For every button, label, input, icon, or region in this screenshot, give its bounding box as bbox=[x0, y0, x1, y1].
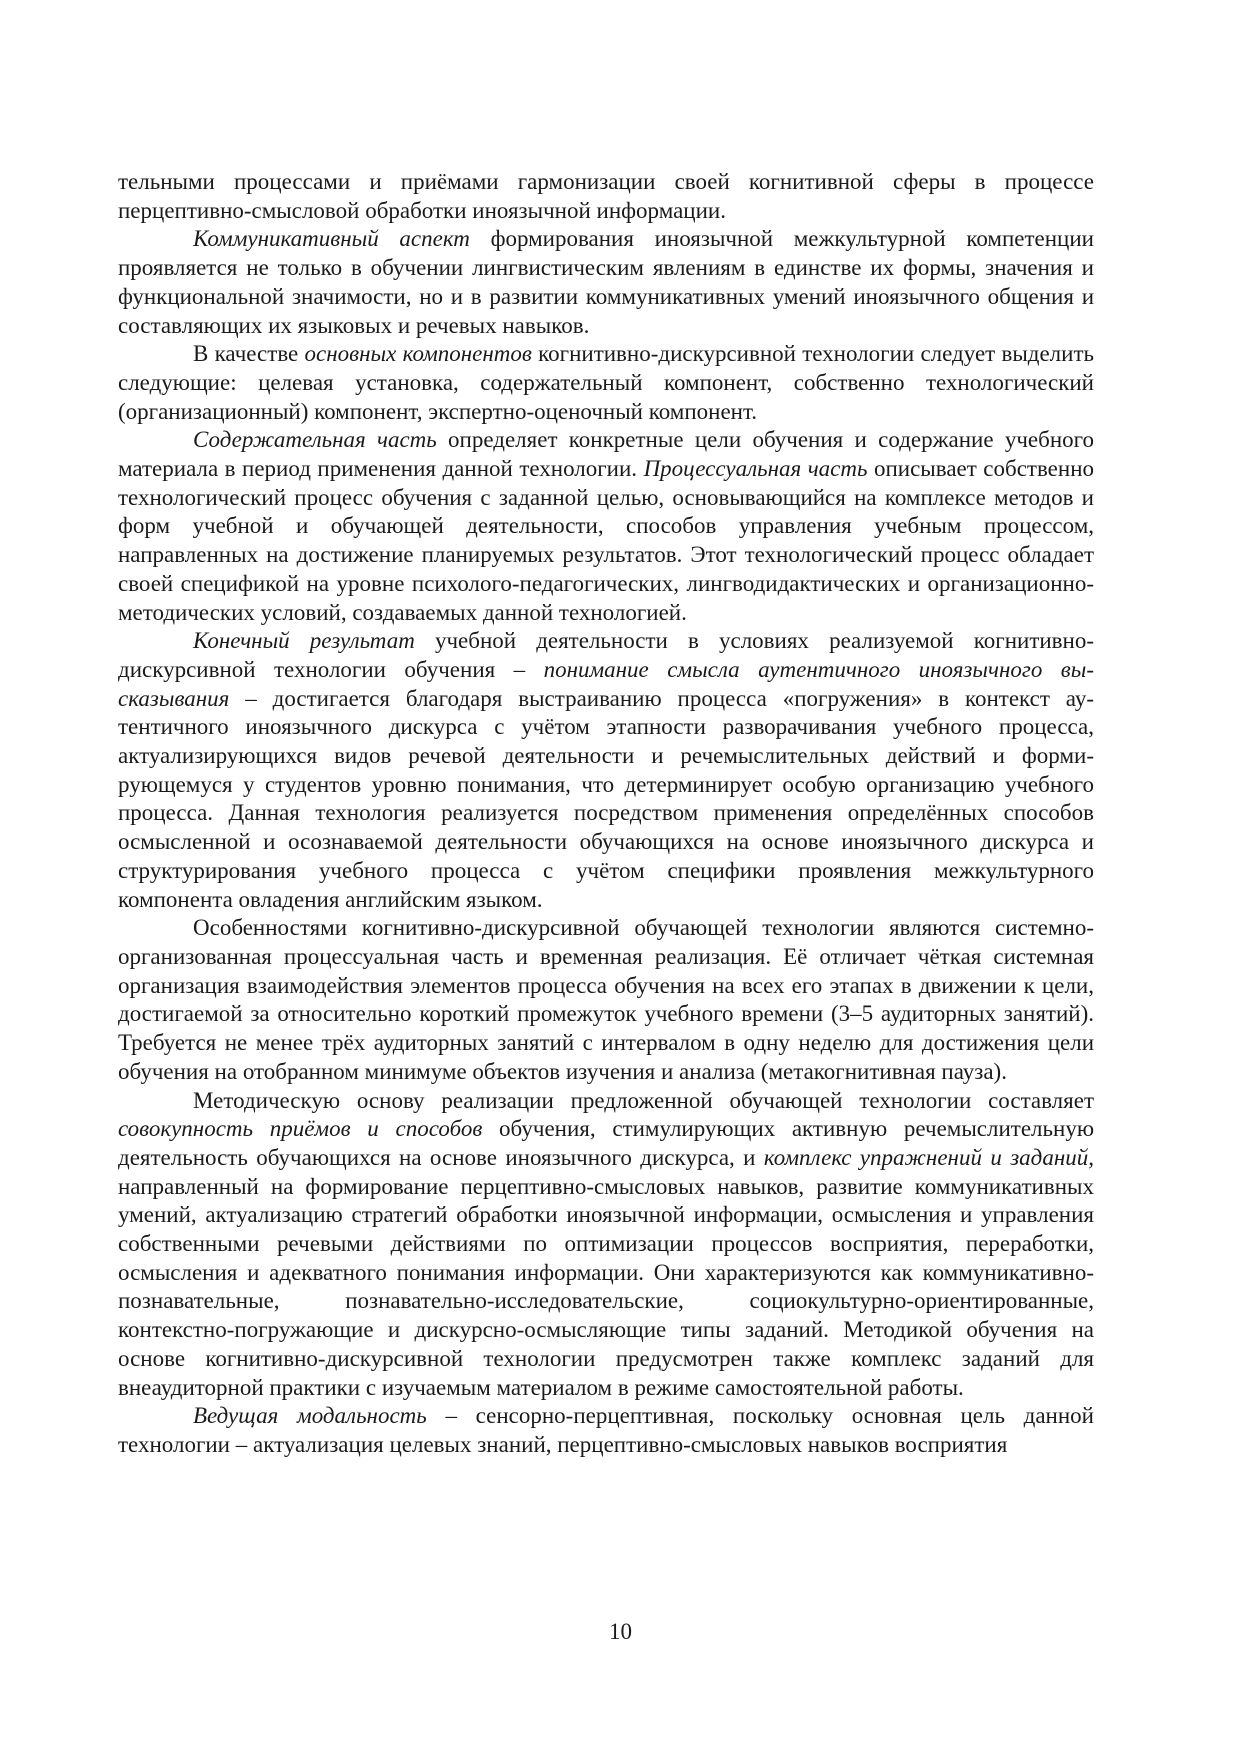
text: – достигается благодаря выстраиванию процесса «погружения» в контекст аутентичного иноязычного дискурса с учётом этапности разворачивания учебного процесса, актуализирующихся видов речевой деятельности и речемыслительных действий и формирующемуся у студентов уровню понимания, что детерминирует особую организацию учебного процесса. Данная технология реализуется посредством применения определённых способов осмысленной и осознаваемой деятельности обучающихся на основе иноязычного дискурса и структурирования учебного процесса с учётом специфики проявления межкультурного компонента овладения английским языком. bbox=[118, 685, 1094, 912]
document-body bbox=[118, 168, 1094, 1460]
paragraph-7 bbox=[118, 1087, 1094, 1403]
text: направленный на формирование перцептивно-смысловых навыков, развитие коммуникативных умений, актуализацию стратегий обработки иноязычной информации, осмысления и управления собственными речевыми действиями по оптимизации процессов восприятия, переработки, осмысления и адекватного понимания информации. Они характеризуются как коммуникативно-познавательные, познавательно-исследовательские, социокультурно-ориентированные, контекстно-погружающие и дискурсно-осмысляющие типы заданий. Методикой обучения на основе когнитивно-дискурсивной технологии предусмотрен также комплекс заданий для внеаудиторной практики с изучаемым материалом в режиме самостоятельной работы. bbox=[118, 1173, 1094, 1400]
text: когнитивно-дискурсивной технологии следует выделить следующие: целевая установка, содержательный компонент, собственно технологический (организационный) компонент, экспертно-оценочный компонент. bbox=[118, 341, 1095, 424]
italic-text: Содержательная часть bbox=[193, 427, 437, 453]
text: определяет конкретные цели обучения и содержание учебного материала в период применения данной технологии. bbox=[118, 427, 1094, 482]
text: тельными процессами и приёмами гармонизации своей когнитивной сферы в процессе перцептивно-смысловой обработки иноязычной информации. bbox=[118, 169, 1094, 223]
text: формирования иноязычной межкультурной компетенции проявляется не только в обучении лингвистическим явлениям в единстве их формы, значения и функциональной значимости, но и в развитии коммуникативных умений иноязычного общения и составляющих их языковых и речевых навыков. bbox=[118, 226, 1094, 338]
italic-text: основных компонентов bbox=[304, 341, 532, 367]
text: Особенностями когнитивно-дискурсивной обучающей технологии являются системно-организованная процессуальная часть и временная реализация. Её отличает чёткая системная организация взаимодействия элементов процесса обучения на всех его этапах в движении к цели, достигаемой за относительно короткий промежуток учебного времени (3–5 аудиторных занятий). Требуется не менее трёх аудиторных занятий с интервалом в одну неделю для достижения цели обучения на отобранном минимуме объектов изучения и анализа (метакогнитивная пауза). bbox=[118, 915, 1094, 1084]
italic-text: Коммуникативный аспект bbox=[193, 226, 470, 252]
paragraph-4 bbox=[118, 426, 1094, 627]
paragraph-8 bbox=[118, 1402, 1094, 1459]
text: описывает собственно технологический процесс обучения с заданной целью, основывающийся на комплексе методов и форм учебной и обучающей деятельности, способов управления учебным процессом, направленных на достижение планируемых результатов. Этот технологический процесс обладает своей спецификой на уровне психолого-педагогических, лингводидактических и организационно-методических условий, создаваемых данной технологией. bbox=[118, 456, 1095, 625]
italic-text: совокупность приёмов и способов bbox=[118, 1116, 483, 1142]
paragraph-3 bbox=[118, 340, 1094, 426]
text: учебной деятельности в условиях реализуемой когнитивно-дискурсивной технологии обучения – bbox=[118, 628, 1095, 682]
text: обучения, стимулирующих активную речемыслительную деятельность обучающихся на основе иноязычного дискурса, и bbox=[118, 1116, 1094, 1170]
text: В качестве bbox=[193, 341, 305, 367]
italic-text: Процессуальная часть bbox=[643, 456, 868, 482]
italic-text: Конечный результат bbox=[193, 628, 415, 654]
text: Методическую основу реализации предложенной обучающей технологии составляет bbox=[193, 1087, 1094, 1113]
italic-text: Ведущая модальность bbox=[193, 1403, 427, 1429]
paragraph-6 bbox=[118, 914, 1094, 1086]
paragraph-2 bbox=[118, 225, 1094, 340]
italic-text: комплекс упражнений и заданий, bbox=[763, 1144, 1094, 1170]
paragraph-5 bbox=[118, 627, 1094, 914]
page-number: 10 bbox=[609, 1619, 632, 1644]
italic-text: понимание смысла аутентичного иноязычного высказывания bbox=[118, 656, 1094, 711]
text: – сенсорно-перцептивная, поскольку основная цель данной технологии – актуализация целевых знаний, перцептивно-смысловых навыков восприятия bbox=[118, 1403, 1094, 1457]
paragraph-1 bbox=[118, 168, 1094, 225]
